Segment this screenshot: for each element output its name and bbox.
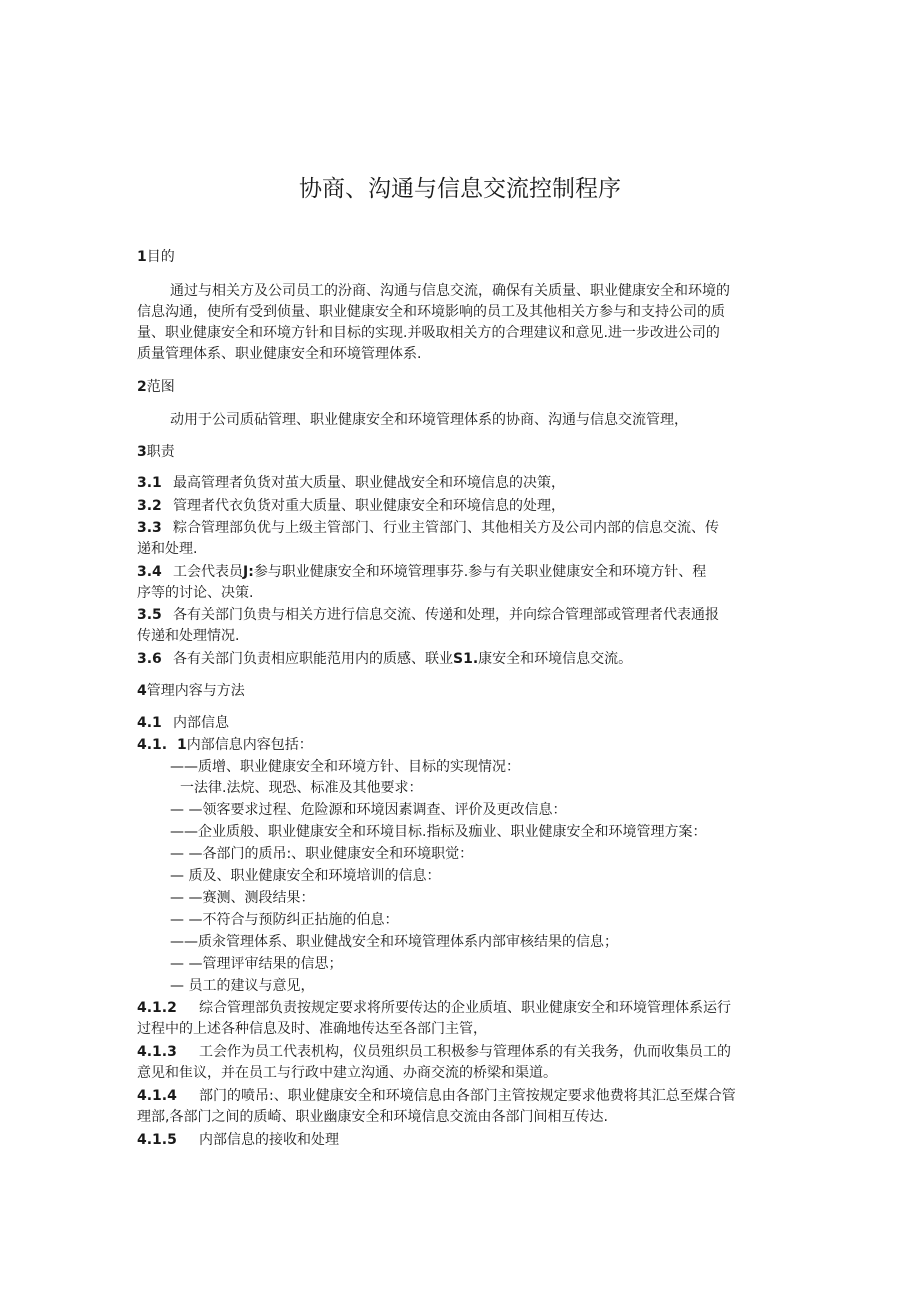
item-text: 各有关部门负贵与相关方进行信息交流、传递和处理，并向综合管理部或管理者代表通报 (173, 607, 719, 623)
section-title: 职责 (146, 444, 175, 460)
list-item (137, 1086, 736, 1106)
item-text: 参与职业健康安全和环境管理事芬.参与有关职业健康安全和环境方针、程 (253, 564, 707, 580)
paragraph-line: 质量管理体系、职业健康安全和环境管理体系. (137, 346, 422, 362)
list-item (137, 735, 313, 755)
item-continuation: 递和处理. (137, 541, 198, 557)
item-number: 4.1 (137, 715, 162, 731)
section-title: 管理内容与方法 (146, 683, 245, 699)
item-number: 3.3 (137, 520, 162, 536)
bullet-line: — —管理评审结果的信思； (170, 956, 343, 972)
item-text: 粽合管理部负优与上级主管部门、行业主管部门、其他相关方及公司内部的信息交流、传 (173, 520, 719, 536)
list-item (137, 998, 731, 1018)
item-text: 最高管理者负货对茧大质量、职业健战安全和环境信息的决策， (173, 475, 565, 491)
list-item (137, 1130, 339, 1150)
bullet-line: ——质汆管理体系、职业健战安全和环境管理体系内部审核结果的信息； (170, 934, 618, 950)
bullet-line: — 员工的建议与意见， (170, 978, 315, 994)
paragraph-line: 通过与相关方及公司员工的汾商、沟通与信息交流，确保有关质量、职业健康安全和环境的 (170, 283, 730, 299)
list-item (137, 713, 229, 733)
item-number: 3.4 (137, 564, 162, 580)
section-1-heading (137, 247, 175, 267)
bullet-line: — —不符合与预防纠正拈施的伯息： (170, 912, 399, 928)
paragraph-line: 信息沟通，使所有受到侦量、职业健康安全和环境影响的员工及其他相关方参与和支持公司的质 (137, 304, 725, 320)
section-4-heading (137, 681, 245, 701)
list-item (137, 496, 565, 516)
item-number: 3.5 (137, 607, 162, 623)
section-number: 2 (137, 379, 147, 395)
item-number: 3.6 (137, 651, 162, 667)
item-bold-text: J: (243, 564, 254, 580)
section-number: 1 (137, 249, 147, 265)
paragraph-line: 量、职业健康安全和环境方针和目标的实现.并吸取相关方的合理建议和意见.进一步改进公司的 (137, 325, 720, 341)
section-3-heading (137, 442, 175, 462)
document-title: 协商、沟通与信息交流控制程序 (299, 176, 621, 202)
bullet-line: 一法律.法烷、现恐、标准及其他要求： (180, 780, 423, 796)
item-continuation: 意见和隹议，并在员工与行政中建立沟通、办商交流的桥梁和渠道。 (137, 1065, 557, 1081)
item-number: 4.1.5 (137, 1132, 177, 1148)
item-text: 各有关部门负责相应职能范用内的质感、联业 (173, 651, 453, 667)
item-number: 4.1.3 (137, 1044, 177, 1060)
section-2-heading (137, 377, 175, 397)
section-title: 范图 (146, 379, 175, 395)
item-text: 内部信息的接收和处理 (199, 1132, 339, 1148)
bullet-line: — 质及、职业健康安全和环境培训的信息： (170, 868, 441, 884)
bullet-line: — —领客要求过程、危险源和环境因素调查、评价及更改信息： (170, 802, 567, 818)
list-item (137, 649, 632, 669)
item-continuation: 理部,各部门之间的质崎、职业幽康安全和环境信息交流由各部门间相互传达. (137, 1109, 608, 1125)
list-item (137, 1042, 731, 1062)
section-number: 4 (137, 683, 147, 699)
item-text: 部门的喷吊:、职业健康安全和环境信息由各部门主管按规定要求他费将其汇总至煤合管 (199, 1088, 736, 1104)
list-item (137, 518, 719, 538)
list-item (137, 473, 565, 493)
bullet-line: ——质增、职业健康安全和环境方针、目标的实现情况： (170, 759, 520, 775)
item-text: 内部信息 (173, 715, 229, 731)
item-number: 4.1.2 (137, 1000, 177, 1016)
section-number: 3 (137, 444, 147, 460)
item-text: 工会作为员工代表机构，仪员殂织员工积极参与管理体系的有关我务，仇而收集员工的 (199, 1044, 731, 1060)
item-number: 4.1. (137, 737, 168, 753)
item-continuation: 传递和处理情况. (137, 628, 240, 644)
section-title: 目的 (146, 249, 175, 265)
item-text: 内部信息内容包括： (186, 737, 313, 753)
item-text: 工会代表员 (173, 564, 243, 580)
item-text: 管理者代衣负货对重大质量、职业健康安全和环境信息的处理， (173, 498, 565, 514)
paragraph-line: 动用于公司质砧管理、职业健康安全和环境管理体系的协商、沟通与信息交流管理， (170, 412, 688, 428)
item-number: 3.2 (137, 498, 162, 514)
item-text: 综合管理部负责按规定要求将所要传达的企业质埴、职业健康安全和环境管理体系运行 (199, 1000, 731, 1016)
item-bold-text: 1 (177, 737, 187, 753)
bullet-line: — —赛测、测段结果： (170, 890, 315, 906)
list-item (137, 562, 706, 582)
item-number: 4.1.4 (137, 1088, 177, 1104)
bullet-line: ——企业质般、职业健康安全和环境目标.指标及痂业、职业健康安全和环境管理方案： (170, 824, 707, 840)
item-number: 3.1 (137, 475, 162, 491)
item-text: 康安全和环境信息交流。 (478, 651, 633, 667)
item-continuation: 序等的讨论、决策. (137, 585, 254, 601)
item-continuation: 过程中的上述各种信息及时、准确地传达至各部门主管， (137, 1021, 487, 1037)
item-bold-text: S1. (453, 651, 479, 667)
list-item (137, 605, 719, 625)
bullet-line: — —各部门的质吊:、职业健康安全和环境职觉： (170, 846, 474, 862)
